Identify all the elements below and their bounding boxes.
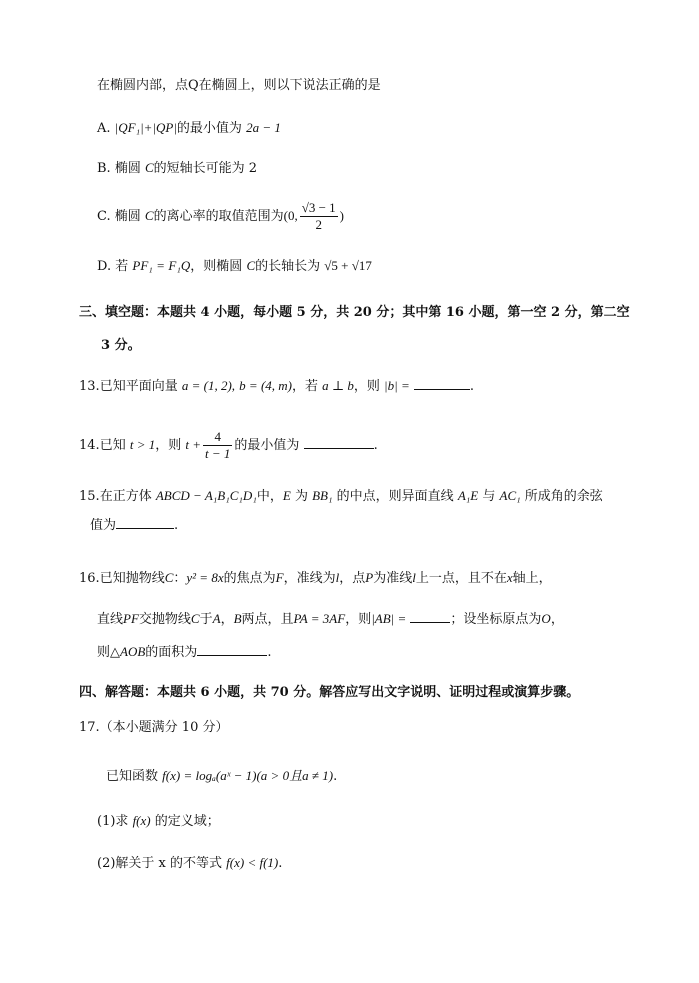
q16-x: x [506, 570, 513, 585]
q15-text: 在正方体 [99, 489, 152, 504]
q16-answer-blank-1[interactable] [410, 610, 450, 623]
q16-mid2: ，准线为 [283, 571, 336, 586]
q16-f: F [275, 570, 284, 585]
q14-num: 14. [79, 438, 100, 453]
q14-tail: 的最小值为 [234, 438, 300, 453]
option-a-label: A. [97, 121, 111, 136]
q15-e: E [282, 488, 291, 503]
q15-mid: 中， [256, 489, 283, 504]
option-b-pre: 椭圆 [114, 161, 141, 176]
option-d-text: ，则椭圆 [190, 259, 243, 274]
q15-num: 15. [79, 489, 100, 504]
q17-part1-f: f(x) [132, 813, 151, 828]
q16-end: . [267, 645, 272, 660]
q16-ab: |AB| = [371, 611, 407, 626]
q15-bb1: BB₁ [312, 488, 333, 503]
q15-line2: 值为 [90, 518, 117, 533]
q13-expr2: b = (4, m) [239, 378, 292, 393]
q15-mid3: 的中点，则异面直线 [336, 489, 454, 504]
q16-p: P [365, 570, 374, 585]
section4-heading [79, 683, 579, 703]
option-d-vec2: F₁Q [168, 258, 191, 273]
q14-cond: t > 1 [129, 437, 156, 452]
option-c-num: √3 − 1 [301, 200, 336, 215]
q16-line2-h: ， [550, 612, 564, 627]
q13-mid2: ，则 [353, 379, 380, 394]
q13-end: . [469, 379, 474, 394]
q16-pf: PF [123, 611, 139, 626]
question-15 [79, 486, 603, 507]
q14-frac-den: t − 1 [205, 446, 231, 461]
q13-perp: a ⊥ b [322, 378, 354, 393]
question-17-stem [106, 766, 337, 787]
q17-stem-end: . [333, 769, 338, 784]
q14-mid: ，则 [155, 438, 182, 453]
question-17-part1 [97, 811, 220, 832]
q16-line3-b: 的面积为 [145, 645, 198, 660]
q16-line2-d: ， [220, 612, 234, 627]
q16-o: O [541, 611, 551, 626]
q16-a: A [212, 611, 221, 626]
q16-tri: △AOB [110, 644, 146, 659]
q16-line2-c: 于 [199, 612, 213, 627]
question-16-line3 [97, 642, 271, 663]
q13-text: 已知平面向量 [99, 379, 178, 394]
option-b-label: B. [97, 161, 111, 176]
q16-l: l [335, 570, 340, 585]
q13-abs: |b| = [384, 378, 410, 393]
q17-part2-end: . [278, 856, 283, 871]
q14-end: . [373, 438, 378, 453]
q16-text: 已知抛物线 [99, 571, 165, 586]
option-a-expr: |QF₁|+|QP| [114, 120, 177, 135]
question-16 [79, 568, 552, 589]
option-d [97, 256, 372, 277]
q17-part2-a: (2)解关于 x 的不等式 [97, 856, 223, 871]
q16-answer-blank-2[interactable] [197, 643, 267, 656]
q15-mid2: 为 [294, 489, 308, 504]
q16-num: 16. [79, 571, 100, 586]
option-d-pre: 若 [115, 259, 129, 274]
q16-l2: l [412, 570, 416, 585]
option-d-text2: 的长轴长为 [255, 259, 321, 274]
q16-c: C [164, 570, 174, 585]
q16-mid6: 轴上， [512, 571, 552, 586]
section3-heading-cont-text: 3 分。 [101, 338, 141, 353]
q16-eq: y² = 8x [186, 570, 224, 585]
q17-part2-f: f(x) < f(1) [226, 855, 279, 870]
q16-line3-a: 则 [97, 645, 111, 660]
question-17-header [79, 718, 228, 738]
section3-heading-text: 三、填空题：本题共 4 小题，每小题 5 分，共 20 分；其中第 16 小题，第一空 2 分，第二空 [79, 305, 630, 320]
q17-stem-a: 已知函数 [106, 769, 159, 784]
q16-mid: 的焦点为 [223, 571, 276, 586]
q14-text: 已知 [99, 438, 126, 453]
q16-line2-e: 两点，且 [241, 612, 294, 627]
q13-num: 13. [79, 379, 100, 394]
option-c-den: 2 [315, 217, 322, 232]
q16-line2-f: ，则 [345, 612, 372, 627]
q16-colon: ： [173, 571, 187, 586]
q13-expr1: a = (1, 2), [181, 378, 236, 393]
q17-num: 17.（本小题满分 10 分） [79, 720, 229, 735]
option-c-text: 的离心率的取值范围为 [153, 209, 284, 224]
option-c-pre: 椭圆 [114, 209, 141, 224]
q14-answer-blank[interactable] [304, 436, 374, 449]
option-c-open: (0, [283, 208, 298, 223]
question-16-line2 [97, 609, 564, 630]
q14-frac-num: 4 [203, 429, 232, 446]
option-d-var: C [246, 258, 256, 273]
q17-func: f(x) = logₐ(aˣ − 1)(a > 0且a ≠ 1) [162, 768, 334, 783]
q15-ac1: AC₁ [499, 488, 521, 503]
option-b [97, 158, 257, 179]
q16-line2-b: 交抛物线 [138, 612, 191, 627]
option-d-value: √5 + √17 [324, 258, 372, 273]
q16-mid5: 上一点，且不在 [415, 571, 507, 586]
option-a-value: 2a − 1 [246, 120, 281, 135]
q16-vec-eq: PA = 3AF [293, 611, 346, 626]
option-a [97, 118, 281, 139]
section3-heading [79, 303, 630, 323]
option-c-var: C [144, 208, 154, 223]
question-15-line2 [90, 516, 178, 536]
q16-b: B [233, 611, 242, 626]
q15-mid4: 与 [482, 489, 496, 504]
option-b-text: 的短轴长可能为 2 [153, 161, 258, 176]
q16-line2-g: ；设坐标原点为 [450, 612, 542, 627]
option-c-close: ) [339, 208, 345, 223]
option-a-text: 的最小值为 [176, 121, 242, 136]
question-17-part2 [97, 853, 282, 874]
option-c-label: C. [97, 209, 111, 224]
q15-end: . [174, 518, 179, 533]
q16-line2-a: 直线 [97, 612, 124, 627]
q15-cube: ABCD − A₁B₁C₁D₁ [155, 488, 257, 503]
q17-part1-b: 的定义域； [154, 814, 220, 829]
option-d-vec1: PF₁ [132, 258, 153, 273]
option-b-var: C [144, 160, 154, 175]
q15-answer-blank[interactable] [116, 516, 174, 529]
option-d-label: D. [97, 259, 112, 274]
q15-mid5: 所成角的余弦 [524, 489, 603, 504]
section4-heading-text: 四、解答题：本题共 6 小题，共 70 分。解答应写出文字说明、证明过程或演算步骤。 [79, 685, 580, 700]
q14-expr-pre: t + [185, 437, 202, 452]
q16-mid3: ，点 [339, 571, 366, 586]
q14-fraction [203, 429, 232, 462]
q13-mid: ，若 [292, 379, 319, 394]
q13-answer-blank[interactable] [414, 377, 470, 390]
intro-text: 在椭圆内部，点Q在椭圆上，则以下说法正确的是 [97, 78, 381, 93]
intro-line [97, 76, 381, 96]
q16-mid4: 为准线 [373, 571, 413, 586]
q17-part1-a: (1)求 [97, 814, 129, 829]
question-13 [79, 376, 474, 397]
option-c [97, 200, 344, 233]
option-c-fraction [300, 200, 338, 233]
option-d-eq: = [156, 258, 165, 273]
section3-heading-cont [101, 336, 141, 356]
question-14 [79, 428, 378, 463]
q15-ae: A₁E [457, 488, 479, 503]
q16-c2: C [190, 611, 200, 626]
